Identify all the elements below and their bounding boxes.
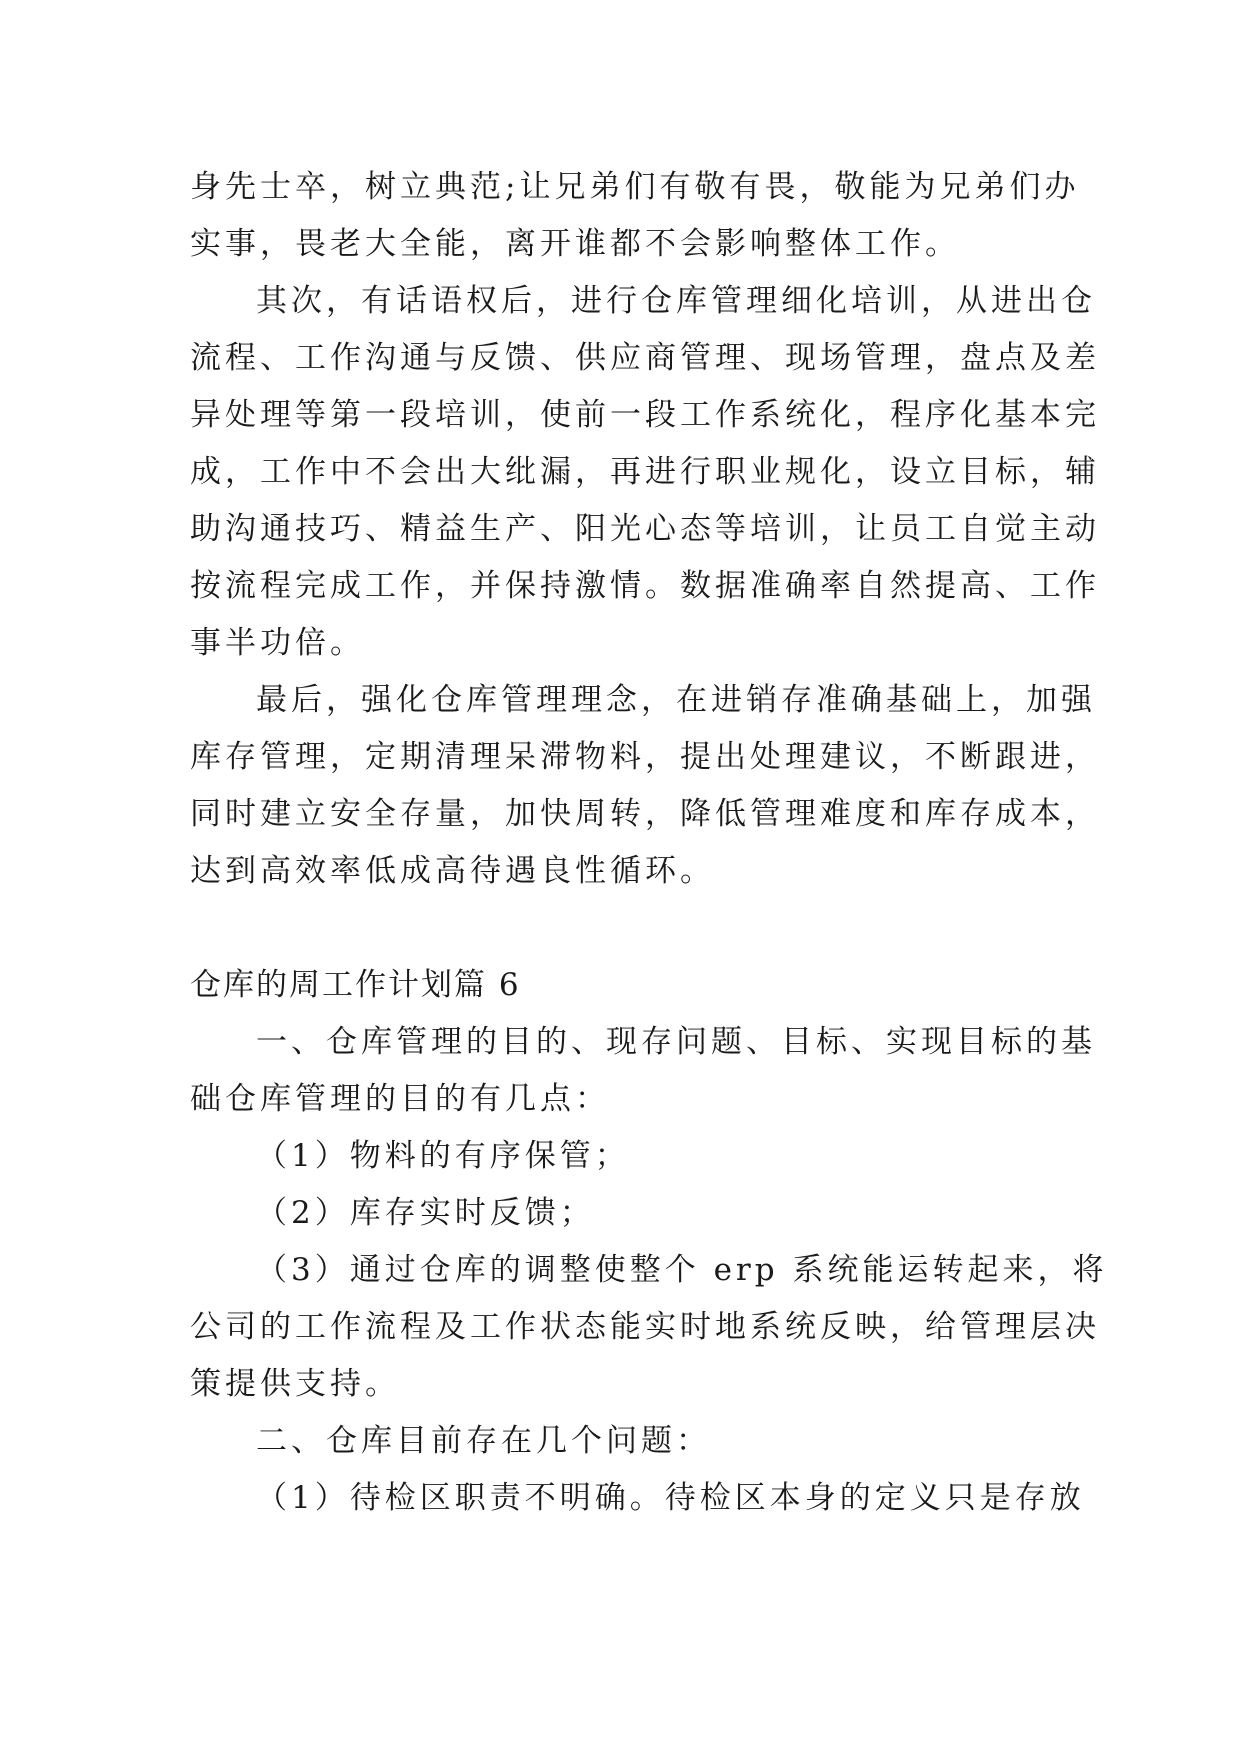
text-line: 达到高效率低成高待遇良性循环。 — [190, 853, 715, 889]
paragraph-first-line: 其次，有话语权后，进行仓库管理细化培训，从进出仓 — [256, 283, 1096, 319]
paragraph-first-line: 最后，强化仓库管理理念，在进销存准确基础上，加强 — [256, 682, 1096, 718]
text-line: 流程、工作沟通与反馈、供应商管理、现场管理，盘点及差 — [190, 340, 1100, 376]
text-line: 公司的工作流程及工作状态能实时地系统反映，给管理层决 — [190, 1309, 1100, 1345]
text-line: 策提供支持。 — [190, 1366, 400, 1402]
paragraph-first-line: 一、仓库管理的目的、现存问题、目标、实现目标的基 — [256, 1024, 1096, 1060]
text-line: 助沟通技巧、精益生产、阳光心态等培训，让员工自觉主动 — [190, 511, 1100, 547]
paragraph-first-line: 二、仓库目前存在几个问题： — [256, 1423, 711, 1459]
list-item: （1）物料的有序保管； — [256, 1138, 630, 1174]
list-item: （1）待检区职责不明确。待检区本身的定义只是存放 — [256, 1480, 1085, 1516]
text-line: 实事，畏老大全能，离开谁都不会影响整体工作。 — [190, 226, 960, 262]
text-line: 事半功倍。 — [190, 625, 365, 661]
text-line: 同时建立安全存量，加快周转，降低管理难度和库存成本， — [190, 796, 1100, 832]
text-line: 按流程完成工作，并保持激情。数据准确率自然提高、工作 — [190, 568, 1100, 604]
text-line: 身先士卒，树立典范;让兄弟们有敬有畏，敬能为兄弟们办 — [190, 169, 1080, 205]
text-line: 库存管理，定期清理呆滞物料，提出处理建议，不断跟进， — [190, 739, 1100, 775]
text-line: 成，工作中不会出大纰漏，再进行职业规化，设立目标，辅 — [190, 454, 1100, 490]
list-item: （2）库存实时反馈； — [256, 1195, 595, 1231]
text-line: 础仓库管理的目的有几点： — [190, 1081, 610, 1117]
text-line: 异处理等第一段培训，使前一段工作系统化，程序化基本完 — [190, 397, 1100, 433]
section-heading: 仓库的周工作计划篇 6 — [190, 967, 521, 1003]
list-item: （3）通过仓库的调整使整个 erp 系统能运转起来，将 — [256, 1252, 1108, 1288]
